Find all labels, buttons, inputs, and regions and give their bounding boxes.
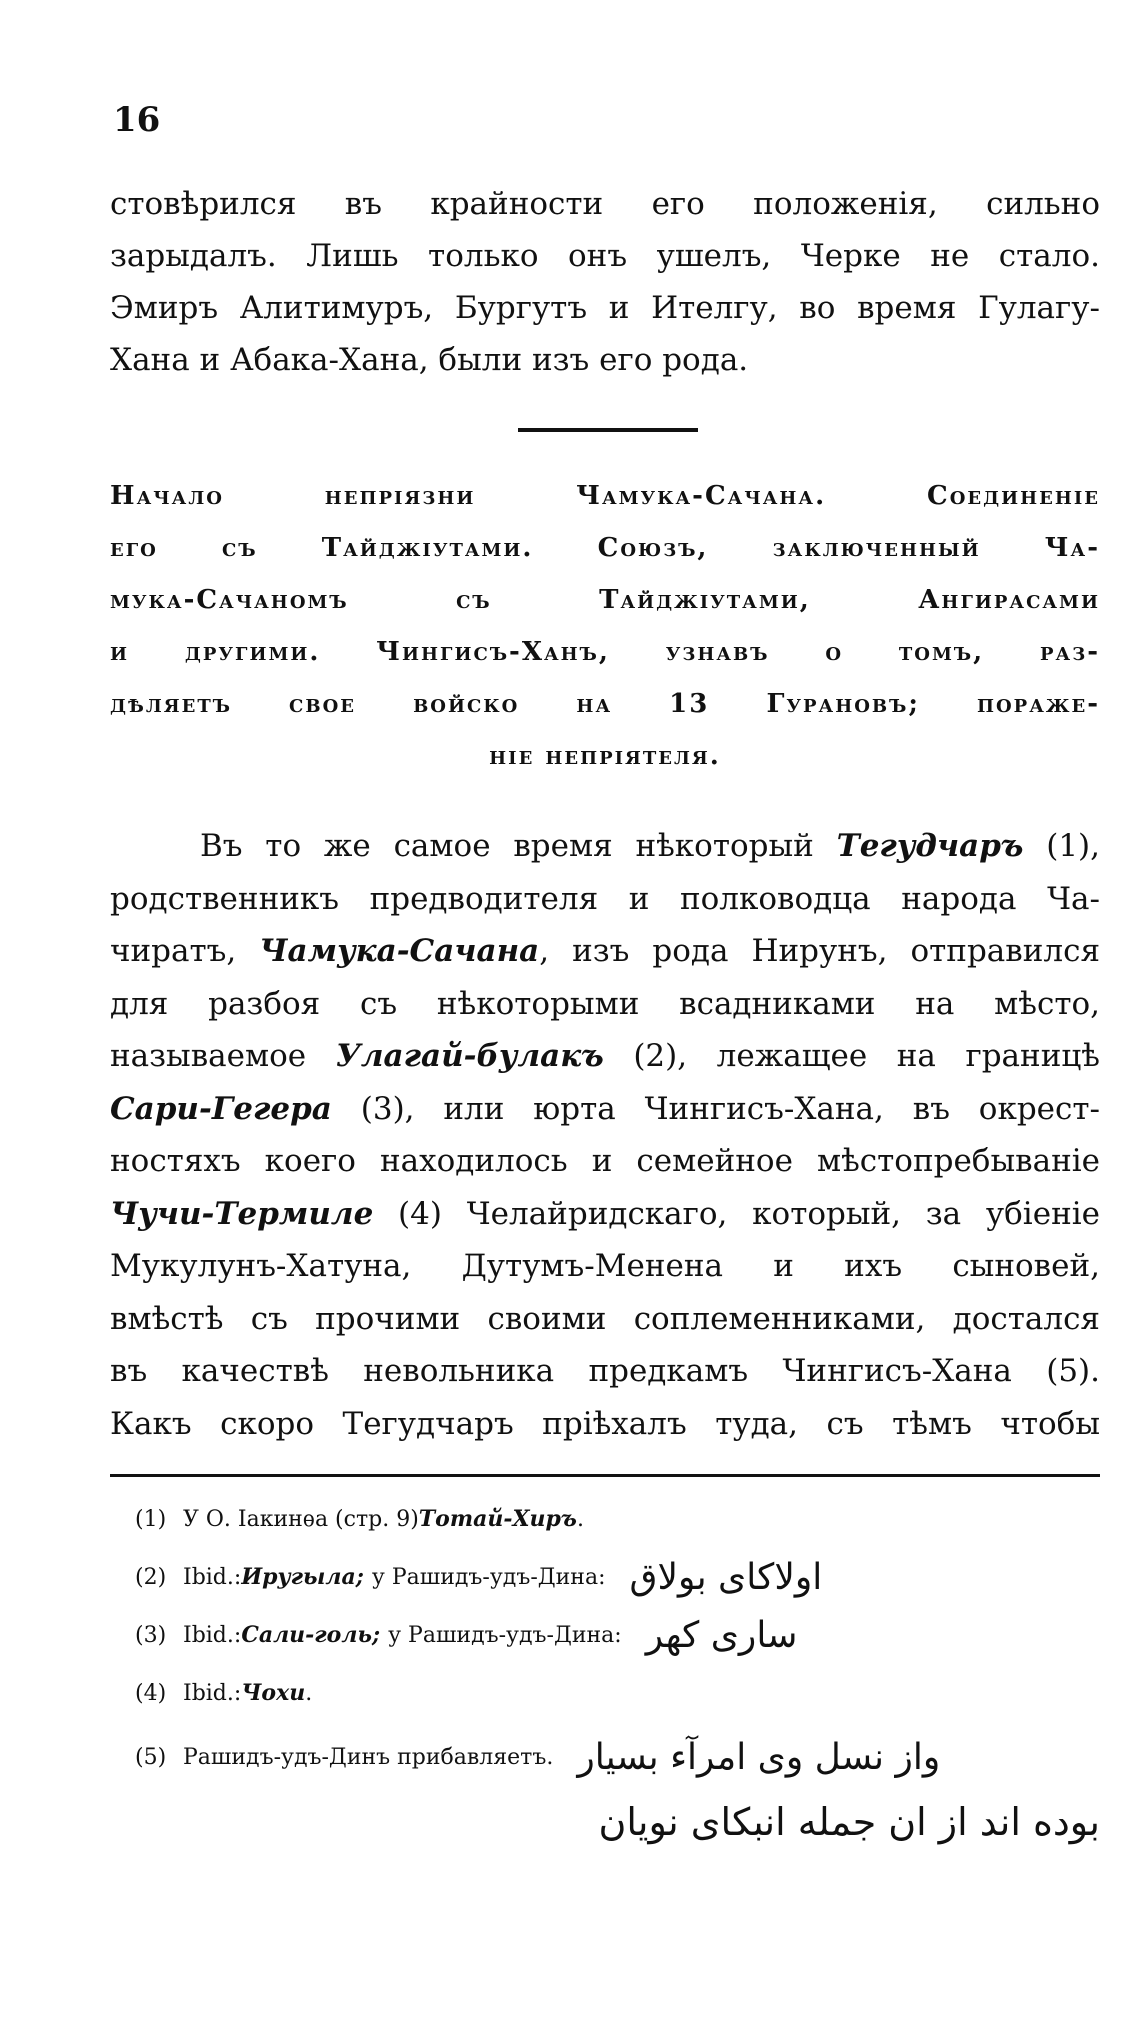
footnote: (2) Ibid.: Иругыла; у Рашидъ-удъ-Дина: اولاكاى بولاق: [135, 1556, 823, 1598]
footnotes: [135, 1490, 1100, 1792]
text-line: Какъ скоро Тегудчаръ пріѣхалъ туда, съ тѣмъ чтобы: [110, 1405, 1100, 1442]
text-line: Хана и Абака-Хана, были изъ его рода.: [110, 342, 749, 378]
text-line: ностяхъ коего находилось и семейное мѣстопребываніе: [110, 1143, 1100, 1179]
page-number: 16: [113, 100, 161, 140]
italic-name: Чамука-Сачана: [259, 933, 540, 969]
text-line: въ качествѣ невольника предкамъ Чингисъ-Хана (5).: [110, 1353, 1100, 1389]
text-line: Въ то же самое время нѣкоторый Тегудчаръ (1),: [200, 828, 1101, 864]
text-line: Эмиръ Алитимуръ, Бургутъ и Ителгу, во время Гулагу-: [110, 290, 1100, 326]
heading-line: и другими. Чингисъ-Ханъ, узнавъ о томъ, раз-: [110, 637, 1100, 667]
persian-text: واز نسل وى امرآء بسيار: [577, 1736, 941, 1778]
text-line: для разбоя съ нѣкоторыми всадниками на мѣсто,: [110, 985, 1100, 1022]
heading-line: Начало непріязни Чамука-Сачана. Соединеніе: [110, 481, 1100, 511]
footnote-divider: [110, 1474, 1100, 1477]
footnote: (3) Ibid.: Сали-голь; у Рашидъ-удъ-Дина: سارى كهر: [135, 1614, 798, 1656]
heading-line: мука-Сачаномъ съ Тайджіутами, Ангирасами: [110, 585, 1100, 615]
main-paragraph: [110, 820, 1100, 1450]
section-heading: [110, 470, 1100, 782]
persian-text: سارى كهر: [645, 1614, 798, 1656]
italic-name: Чучи-Термиле: [110, 1195, 374, 1232]
footnote-number: (4): [135, 1680, 167, 1706]
persian-text: اولاكاى بولاق: [629, 1556, 823, 1598]
footnote-number: (5): [135, 1744, 167, 1770]
footnote: (5) Рашидъ-удъ-Динъ прибавляетъ. واز نسل وى امرآء بسيار: [135, 1736, 941, 1778]
text-line: называемое Улагай-булакъ (2), лежащее на границѣ: [110, 1038, 1100, 1074]
text-line: Мукулунъ-Хатуна, Дутумъ-Менена и ихъ сыновей,: [110, 1248, 1100, 1284]
footnote: (4) Ibid.: Чохи .: [135, 1680, 313, 1706]
text-line: чиратъ, Чамука-Сачана, изъ рода Нирунъ, отправился: [110, 933, 1100, 969]
text-line: стовѣрился въ крайности его положенія, сильно: [110, 186, 1100, 222]
footnote: (1) У О. Іакинѳа (стр. 9) Тотай-Хиръ .: [135, 1506, 584, 1532]
text-line: родственникъ предводителя и полководца народа Ча-: [110, 880, 1100, 917]
section-divider: [518, 428, 698, 432]
italic-name: Улагай-булакъ: [335, 1038, 604, 1074]
heading-line: его съ Тайджіутами. Союзъ, заключенный Ча-: [110, 533, 1100, 563]
heading-line: ніе непріятеля.: [489, 741, 721, 771]
footnote-number: (2): [135, 1564, 167, 1590]
text-line: Чучи-Термиле (4) Челайридскаго, который, за убіеніе: [110, 1195, 1100, 1232]
italic-name: Сари-Гегера: [110, 1090, 332, 1127]
persian-text-continuation: بوده اند از ان جمله انبكاى نويان: [598, 1800, 1100, 1844]
footnote-number: (3): [135, 1622, 167, 1648]
heading-line: дѣляетъ свое войско на 13 Гурановъ; пораже-: [110, 689, 1100, 719]
text-line: вмѣстѣ съ прочими своими соплеменниками, достался: [110, 1300, 1100, 1337]
text-line: Сари-Гегера (3), или юрта Чингисъ-Хана, въ окрест-: [110, 1090, 1100, 1127]
text-line: зарыдалъ. Лишь только онъ ушелъ, Черке не стало.: [110, 238, 1100, 274]
previous-paragraph: [110, 178, 1100, 386]
italic-name: Тегудчаръ: [836, 828, 1024, 864]
footnote-number: (1): [135, 1506, 167, 1532]
